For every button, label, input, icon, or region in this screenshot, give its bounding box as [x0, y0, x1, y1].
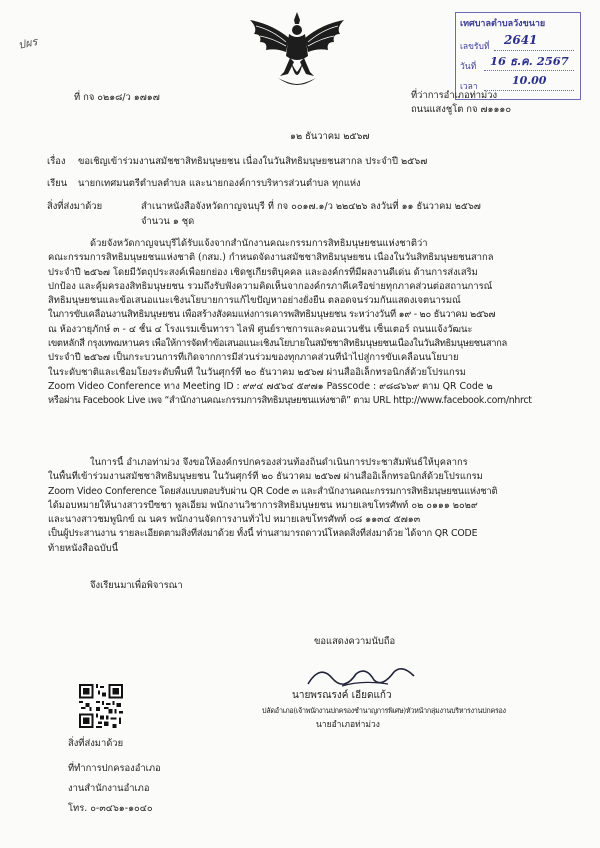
body-line: ในการนี้ อำเภอท่าม่วง จึงขอให้องค์กรปกครองส่วนท้องถิ่นดำเนินการประชาสัมพันธ์ให้บุคลากร	[90, 457, 468, 468]
body-line: Zoom Video Conference ทาง Meeting ID : ๙๙๔ ๗๕๖๔ ๕๙๗๑ Passcode : ๙๘๘๖๖๙ ตาม QR Code ๒	[48, 380, 493, 392]
body-line: ณ ห้องวายุภักษ์ ๓ - ๔ ชั้น ๔ โรงแรมเซ็นทารา ไลฟ์ ศูนย์ราชการและคอนเวนชัน เซ็นเตอร์ ถนนแจ้งวัฒนะ	[48, 323, 473, 335]
stamp-date-label: วันที่	[460, 62, 477, 72]
body-line: สิทธิมนุษยชนและข้อเสนอแนะเชิงนโยบายการแก้ไขปัญหาอย่างยั่งยืน ตลอดจนร่วมกันแสดงเจตนารมณ์	[48, 295, 461, 307]
office-address-line1: ที่ว่าการอำเภอท่าม่วง	[411, 90, 498, 101]
body-line: และนางสาวชมพูนิกข์ ณ นคร พนักงานจัดการงานทั่วไป หมายเลขโทรศัพท์ ๐๘ ๑๑๓๔ ๕๗๑๓	[48, 514, 421, 526]
footer-phone: โทร. ๐-๓๔๖๑-๑๐๔๐	[68, 803, 153, 814]
document-number: ที่ กจ ๐๒๑๘/ว ๑๗๑๗	[74, 92, 160, 103]
body-paragraph-1	[48, 237, 564, 409]
document-date: ๑๒ ธันวาคม ๒๕๖๗	[290, 131, 370, 142]
stamp-time: 10.00	[512, 74, 547, 87]
body-line: Zoom Video Conference โดยส่งแบบตอบรับผ่าน QR Code ๓ และสำนักงานคณะกรรมการสิทธิมนุษยชนแห่งชาติ	[48, 485, 498, 497]
body-paragraph-2	[48, 456, 564, 556]
stamp-date: 16 ธ.ค. 2567	[490, 54, 569, 68]
body-line: ได้มอบหมายให้นางสาวรบีซชา พูลเอี่ยม พนักงานวิชาการสิทธิมนุษยชน หมายเลขโทรศัพท์ ๐๒ ๐๑๑๑ ๒๐๒๙	[48, 499, 478, 511]
body-line: ในพื้นที่เข้าร่วมงานสมัชชาสิทธิมนุษยชน ในวันศุกร์ที่ ๒๐ ธันวาคม ๒๕๖๗ ผ่านสื่ออิเล็กทรอนิกส์ด้วยโปรแกรม	[48, 471, 483, 483]
body-line: ในการขับเคลื่อนงานสิทธิมนุษยชน เพื่อสร้างสังคมแห่งการเคารพสิทธิมนุษยชน ระหว่างวันที่ ๑๙ - ๒๐ ธันวาคม ๒๕๖๗	[48, 309, 496, 321]
signature-icon	[302, 660, 422, 692]
body-line: ปกป้อง และคุ้มครองสิทธิมนุษยชน รวมถึงรับฟังความคิดเห็นจากองค์กรภาคีเครือข่ายทุกภาคส่วนต่อสถานการณ์	[48, 280, 493, 292]
enclosure-count: จำนวน ๑ ชุด	[141, 216, 195, 227]
subject: ขอเชิญเข้าร่วมงานสมัชชาสิทธิมนุษยชน เนื่องในวันสิทธิมนุษยชนสากล ประจำปี ๒๕๖๗	[78, 156, 428, 167]
body-line: ประจำปี ๒๕๖๗ โดยมีวัตถุประสงค์เพื่อยกย่อง เชิดชูเกียรติบุคคล และองค์กรที่มีผลงานดีเด่น ด้านการส่งเสริม	[48, 266, 478, 278]
receipt-stamp	[455, 12, 581, 100]
signer-title-1: ปลัดอำเภอ(เจ้าพนักงานปกครองชำนาญการพิเศษ)หัวหน้ากลุ่มงานบริหารงานปกครอง	[262, 706, 506, 715]
subject-label: เรื่อง	[47, 156, 66, 167]
body-line: เขตหลักสี่ กรุงเทพมหานคร เพื่อให้การจัดทำข้อเสนอแนะเชิงนโยบายในสมัชชาสิทธิมนุษยชนเนื่องในวันสิทธิมนุษยชนสากล	[48, 338, 507, 350]
enclosure: สำเนาหนังสือจังหวัดกาญจนบุรี ที่ กจ ๐๐๑๗.๑/ว ๒๒๔๒๖ ลงวันที่ ๑๑ ธันวาคม ๒๕๖๗	[141, 201, 481, 212]
body-line: ในระดับชาติและเชื่อมโยงระดับพื้นที่ ในวันศุกร์ที่ ๒๐ ธันวาคม ๒๕๖๗ ผ่านสื่ออิเล็กทรอนิกส์ด้วยโปรแกรม	[48, 366, 466, 378]
closing-phrase: ขอแสดงความนับถือ	[314, 636, 396, 647]
footer-office-2: งานสำนักงานอำเภอ	[68, 783, 150, 794]
footer-office-1: ที่ทำการปกครองอำเภอ	[68, 763, 161, 774]
stamp-recv-no: 2641	[504, 33, 538, 47]
body-line: ประจำปี ๒๕๖๗ เป็นกระบวนการที่เกิดจากการมีส่วนร่วมของทุกภาคส่วนที่นำไปสู่การขับเคลื่อนนโยบาย	[48, 352, 459, 364]
stamp-org: เทศบาลตำบลวังขนาย	[460, 19, 546, 29]
to-label: เรียน	[47, 178, 68, 189]
office-address-line2: ถนนแสงชูโต กจ ๗๑๑๑๐	[411, 104, 512, 115]
qr-code-icon	[79, 684, 123, 728]
enclosure-label: สิ่งที่ส่งมาด้วย	[47, 201, 103, 212]
garuda-emblem-icon	[244, 10, 350, 94]
body-line: คณะกรรมการสิทธิมนุษยชนแห่งชาติ (กสม.) กำหนดจัดงานสมัชชาสิทธิมนุษยชน เนื่องในวันสิทธิมนุษยชนสากล	[48, 252, 494, 264]
signer-name: นายพรณรงค์ เอียดแก้ว	[292, 690, 392, 701]
qr-caption: สิ่งที่ส่งมาด้วย	[68, 738, 124, 749]
stamp-recv-no-label: เลขรับที่	[460, 42, 490, 52]
body-line: เป็นผู้ประสานงาน รายละเอียดตามสิ่งที่ส่งมาด้วย ทั้งนี้ ท่านสามารถดาวน์โหลดสิ่งที่ส่งมาด้วย ได้จาก QR CODE	[48, 528, 478, 540]
recipient: นายกเทศมนตรีตำบลตำบล และนายกองค์การบริหารส่วนตำบล ทุกแห่ง	[78, 178, 361, 189]
stamp-time-label: เวลา	[460, 82, 478, 92]
body-line: ด้วยจังหวัดกาญจนบุรีได้รับแจ้งจากสำนักงานคณะกรรมการสิทธิมนุษยชนแห่งชาติว่า	[90, 238, 428, 249]
signer-title-2: นายอำเภอท่าม่วง	[316, 720, 380, 730]
body-line: ท้ายหนังสือฉบับนี้	[48, 542, 119, 554]
closing-request: จึงเรียนมาเพื่อพิจารณา	[90, 580, 183, 591]
body-line: หรือผ่าน Facebook Live เพจ “สำนักงานคณะกรรมการสิทธิมนุษยชนแห่งชาติ” ตาม URL http://www.facebook.com/nhrct	[48, 395, 532, 407]
margin-handwritten-note: ปผร	[16, 35, 39, 52]
